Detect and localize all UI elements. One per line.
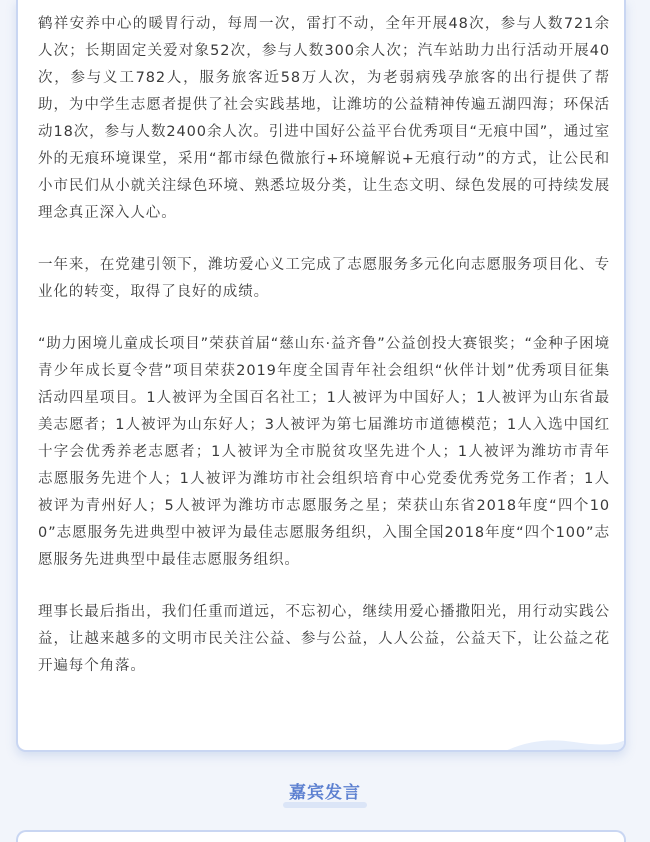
next-card-edge [16,830,626,842]
article-paragraph-4: 理事长最后指出，我们任重而道远，不忘初心，继续用爱心播撒阳光，用行动实践公益，让越来越多的文明市民关注公益、参与公益，人人公益，公益天下，让公益之花开遍每个角落。 [38,604,610,674]
article-paragraph-1: 鹤祥安养中心的暖胃行动，每周一次，雷打不动，全年开展48次，参与人数721余人次；长期固定关爱对象52次，参与人数300余人次；汽车站助力出行活动开展40次，参与义工782人，服务旅客近58万人次，为老弱病残孕旅客的出行提供了帮助，为中学生志愿者提供了社会实践基地，让潍坊的公益精神传遍五湖四海；环保活动18次，参与人数2400余人次。引进中国好公益平台优秀项目“无痕中国”，通过室外的无痕环境课堂，采用“都市绿色微旅行+环境解说+无痕行动”的方式，让公民和小市民们从小就关注绿色环境、熟悉垃圾分类，让生态文明、绿色发展的可持续发展理念真正深入人心。 [38,16,610,221]
article-card [16,0,626,752]
section-heading [0,778,650,806]
article-body [38,11,610,705]
article-paragraph-2: 一年来，在党建引领下，潍坊爱心义工完成了志愿服务多元化向志愿服务项目化、专业化的转变，取得了良好的成绩。 [38,257,610,300]
section-title-label: 嘉宾发言 [289,783,361,803]
section-title-text [287,778,363,806]
article-paragraph-3: “助力困境儿童成长项目”荣获首届“慈山东·益齐鲁”公益创投大赛银奖；“金种子困境青少年成长夏令营”项目荣获2019年度全国青年社会组织“伙伴计划”优秀项目征集活动四星项目。1人被评为全国百名社工；1人被评为中国好人；1人被评为山东省最美志愿者；1人被评为山东好人；3人被评为第七届潍坊市道德模范；1人入选中国红十字会优秀养老志愿者；1人被评为全市脱贫攻坚先进个人；1人被评为潍坊市青年志愿服务先进个人；1人被评为潍坊市社会组织培育中心党委优秀党务工作者；1人被评为青州好人；5人被评为潍坊市志愿服务之星；荣获山东省2018年度“四个100”志愿服务先进典型中被评为最佳志愿服务组织，入围全国2018年度“四个100”志愿服务先进典型中最佳志愿服务组织。 [38,336,610,568]
decorative-wave-icon [484,724,626,752]
